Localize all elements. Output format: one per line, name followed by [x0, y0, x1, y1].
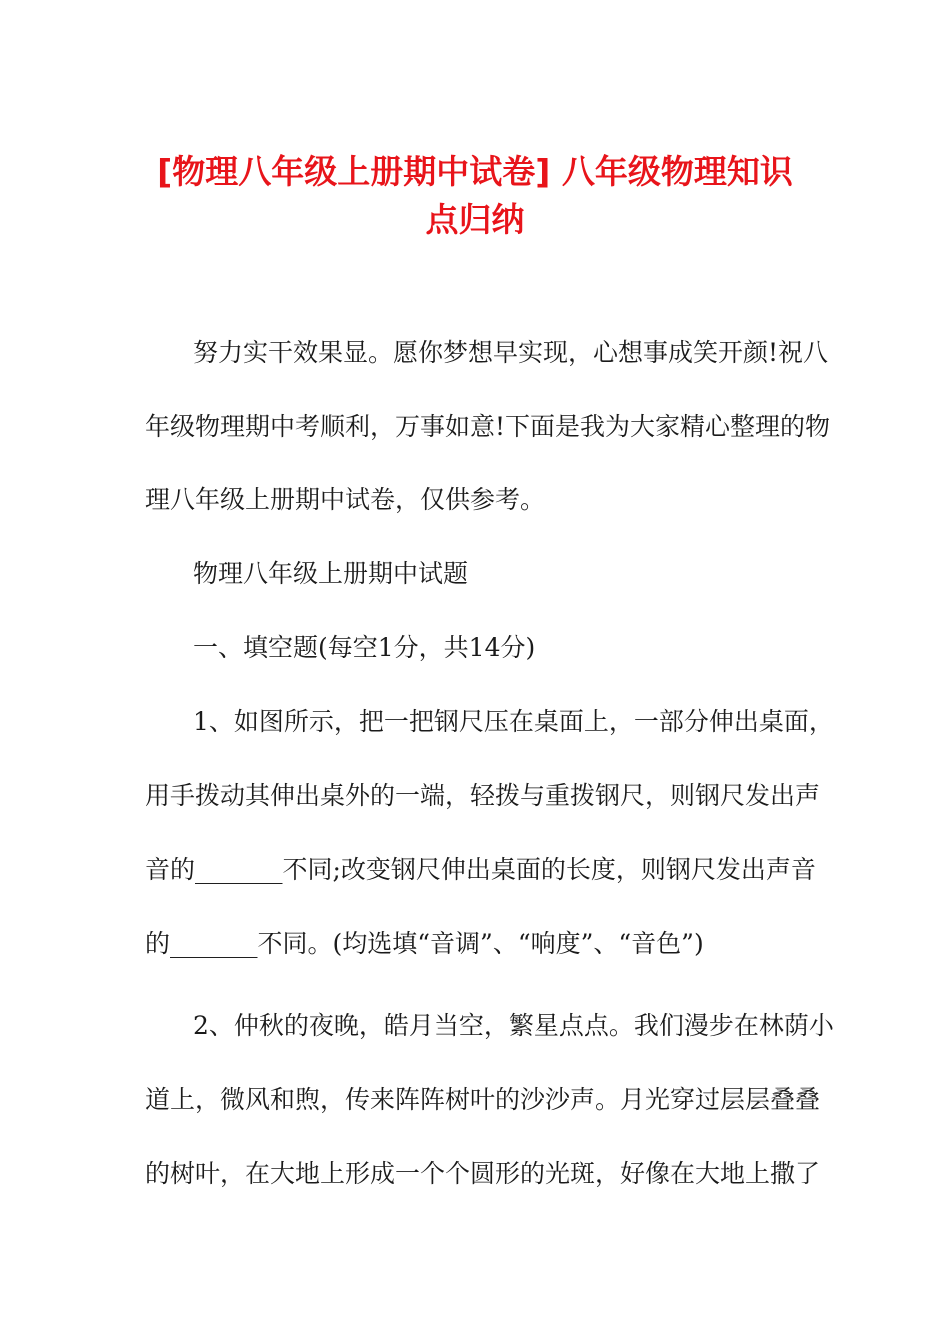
question-line: 道上，微风和煦，传来阵阵树叶的沙沙声。月光穿过层层叠叠: [145, 1085, 821, 1114]
section-heading: 物理八年级上册期中试题: [193, 559, 469, 588]
question-line: 1、如图所示，把一把钢尺压在桌面上，一部分伸出桌面，: [193, 707, 834, 736]
question-line: 2、仲秋的夜晚，皓月当空，繁星点点。我们漫步在林荫小: [193, 1011, 834, 1040]
question-line: 的树叶，在大地上形成一个个圆形的光斑，好像在大地上撒了: [145, 1159, 821, 1188]
section-heading: 一、填空题(每空1分，共14分): [193, 633, 536, 662]
question-line: 的_______不同。(均选填“音调”、“响度”、“音色”): [145, 929, 704, 958]
document-title-line-1: [物理八年级上册期中试卷] 八年级物理知识: [157, 152, 793, 191]
question-line: 音的_______不同;改变钢尺伸出桌面的长度，则钢尺发出声音: [145, 855, 816, 884]
body-line: 努力实干效果显。愿你梦想早实现，心想事成笑开颜!祝八: [193, 338, 829, 367]
body-line: 年级物理期中考顺利，万事如意!下面是我为大家精心整理的物: [145, 412, 831, 441]
document-title-line-2: 点归纳: [425, 200, 525, 239]
question-line: 用手拨动其伸出桌外的一端，轻拨与重拨钢尺，则钢尺发出声: [145, 781, 821, 810]
body-line: 理八年级上册期中试卷，仅供参考。: [145, 485, 546, 514]
